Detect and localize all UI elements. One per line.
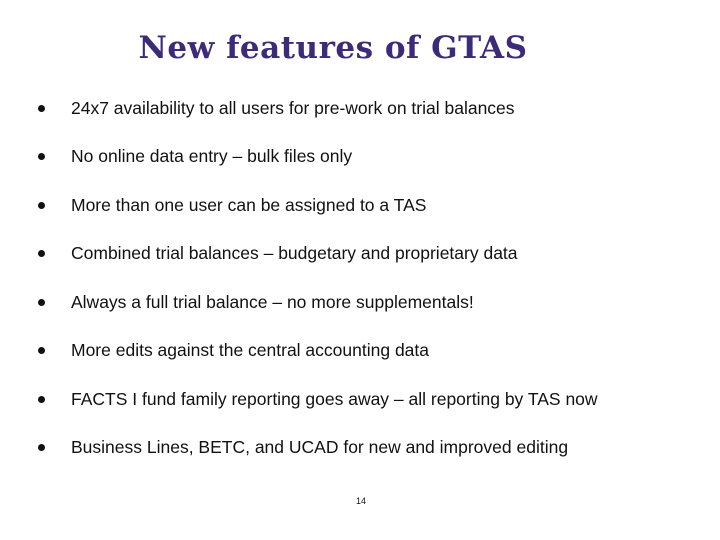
bullet-text: More edits against the central accounting data (71, 340, 429, 361)
page-number: 14 (356, 496, 367, 506)
bullet-item (30, 84, 710, 133)
bullet-dot-icon (38, 153, 45, 160)
slide-title: New features of GTAS (138, 30, 528, 66)
bullet-item (30, 424, 710, 473)
bullet-dot-icon (38, 202, 45, 209)
bullet-item (30, 278, 710, 327)
bullet-dot-icon (38, 444, 45, 451)
bullet-text: Combined trial balances – budgetary and proprietary data (71, 243, 518, 264)
bullet-list (30, 84, 710, 472)
bullet-item (30, 375, 710, 424)
bullet-text: FACTS I fund family reporting goes away – all reporting by TAS now (71, 388, 598, 409)
bullet-item (30, 181, 710, 230)
bullet-item (30, 230, 710, 279)
bullet-text: Business Lines, BETC, and UCAD for new and improved editing (71, 437, 569, 458)
bullet-text: More than one user can be assigned to a TAS (71, 194, 427, 215)
bullet-text: 24x7 availability to all users for pre-work on trial balances (71, 97, 515, 118)
bullet-dot-icon (38, 299, 45, 306)
bullet-dot-icon (38, 347, 45, 354)
bullet-text: No online data entry – bulk files only (71, 146, 353, 167)
bullet-dot-icon (38, 105, 45, 112)
bullet-dot-icon (38, 250, 45, 257)
bullet-item (30, 133, 710, 182)
bullet-dot-icon (38, 396, 45, 403)
bullet-item (30, 327, 710, 376)
bullet-text: Always a full trial balance – no more supplementals! (71, 291, 474, 312)
